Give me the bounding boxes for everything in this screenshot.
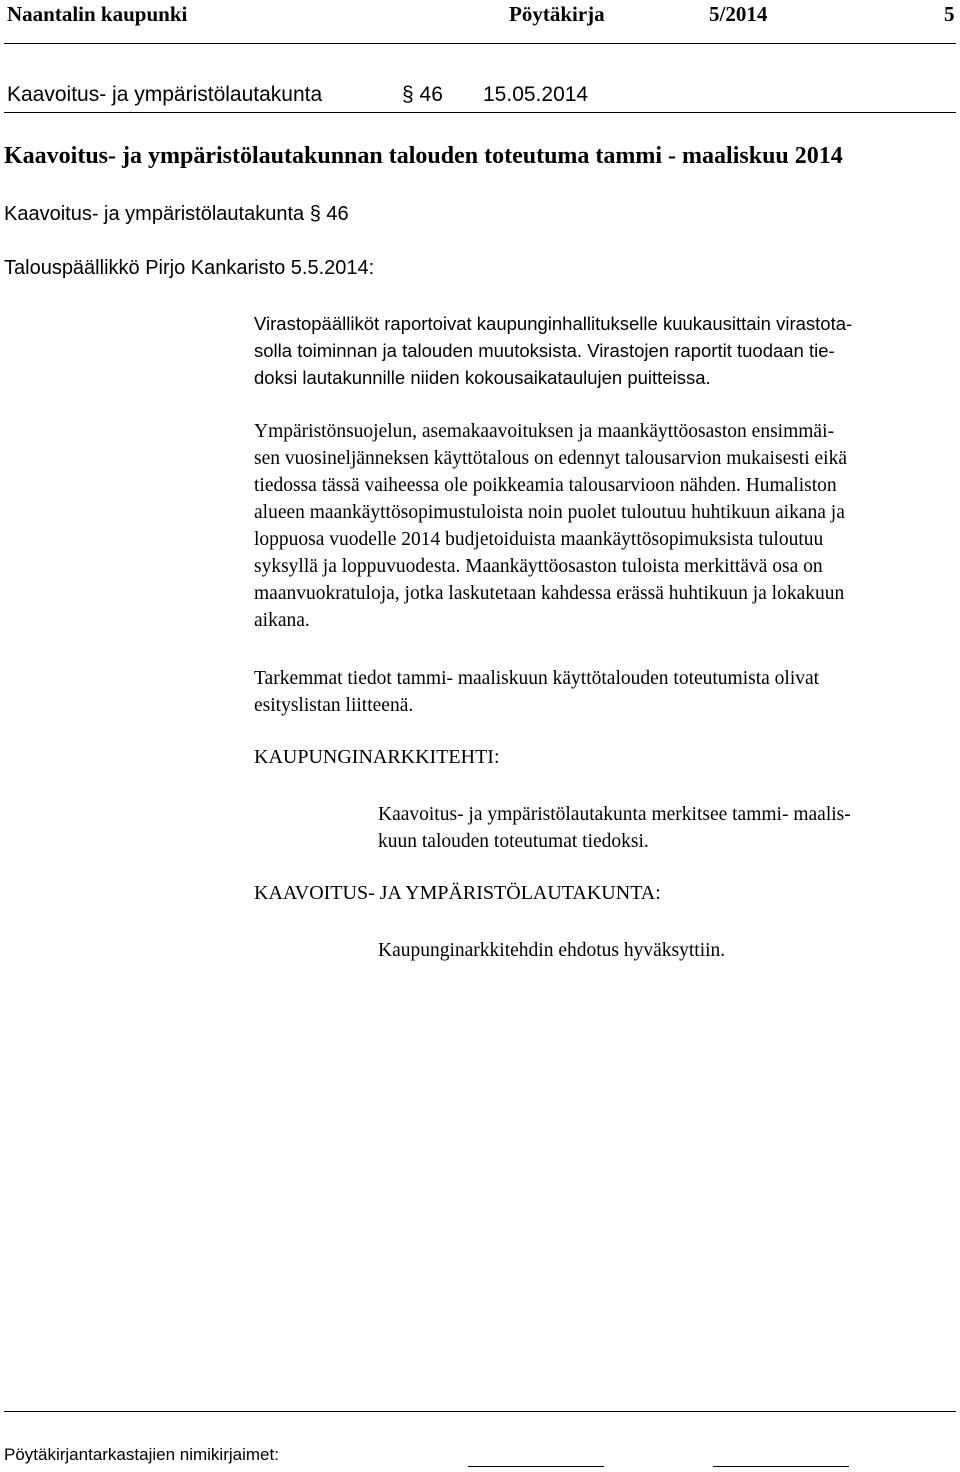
header-page-number: 5	[944, 2, 955, 26]
paragraph-line: aikana.	[254, 610, 310, 631]
decision-heading: KAAVOITUS- JA YMPÄRISTÖLAUTAKUNTA:	[254, 882, 661, 904]
paragraph-line: sen vuosineljänneksen käyttötalous on edennyt talousarvion mukaisesti eikä	[254, 448, 847, 469]
paragraph-line: solla toiminnan ja talouden muutoksista. Virastojen raportit tuodaan tie-	[254, 340, 835, 361]
paragraph-attachment	[254, 665, 960, 719]
subheader-divider	[4, 112, 956, 113]
footer-initials-label: Pöytäkirjantarkastajien nimikirjaimet:	[4, 1445, 279, 1464]
paragraph-line: syksyllä ja loppuvuodesta. Maankäyttöosaston tuloista merkittävä osa on	[254, 556, 823, 577]
header-city: Naantalin kaupunki	[7, 2, 188, 26]
header-doc-type: Pöytäkirja	[509, 2, 605, 26]
proposal-text	[378, 801, 958, 855]
subheader-date: 15.05.2014	[483, 83, 589, 106]
preparer-line: Talouspäällikkö Pirjo Kankaristo 5.5.2014:	[4, 257, 375, 279]
paragraph-line: Virastopäälliköt raportoivat kaupunginhallitukselle kuukausittain virastota-	[254, 313, 853, 334]
footer-divider	[4, 1411, 956, 1412]
proposal-line: Kaavoitus- ja ympäristölautakunta merkitsee tammi- maalis-	[378, 804, 851, 825]
paragraph-line: tiedossa tässä vaiheessa ole poikkeamia talousarvioon nähden. Humaliston	[254, 475, 837, 496]
paragraph-reporting	[254, 310, 960, 391]
paragraph-line: Tarkemmat tiedot tammi- maaliskuun käyttötalouden toteutumista olivat	[254, 668, 820, 689]
subheader-section	[402, 83, 443, 107]
section-number: 46	[419, 83, 443, 106]
proposal-line: kuun talouden toteutumat tiedoksi.	[378, 831, 649, 852]
initials-line-2	[713, 1466, 849, 1467]
decision-line: Kaupunginarkkitehdin ehdotus hyväksyttiin.	[378, 940, 726, 961]
paragraph-line: maanvuokratuloja, jotka laskutetaan kahdessa erässä huhtikuun ja lokakuun	[254, 583, 845, 604]
paragraph-line: doksi lautakunnille niiden kokousaikataulujen puitteissa.	[254, 367, 711, 388]
paragraph-economy	[254, 418, 960, 634]
paragraph-line: Ympäristönsuojelun, asemakaavoituksen ja maankäyttöosaston ensimmäi-	[254, 421, 834, 442]
paragraph-line: alueen maankäyttösopimustuloista noin puolet tuloutuu huhtikuun aikana ja	[254, 502, 845, 523]
subheader-board: Kaavoitus- ja ympäristölautakunta	[7, 83, 323, 106]
paragraph-line: esityslistan liitteenä.	[254, 695, 414, 716]
header-divider	[4, 43, 956, 44]
proposal-heading: KAUPUNGINARKKITEHTI:	[254, 746, 500, 768]
decision-text	[378, 937, 958, 964]
document-title: Kaavoitus- ja ympäristölautakunnan talouden toteutuma tammi - maaliskuu 2014	[4, 143, 843, 169]
paragraph-line: loppuosa vuodelle 2014 budjetoiduista maankäyttösopimuksista tuloutuu	[254, 529, 824, 550]
initials-line-1	[468, 1466, 604, 1467]
header-doc-number: 5/2014	[709, 2, 768, 26]
board-reference: Kaavoitus- ja ympäristölautakunta § 46	[4, 203, 349, 225]
section-symbol: §	[402, 83, 414, 106]
